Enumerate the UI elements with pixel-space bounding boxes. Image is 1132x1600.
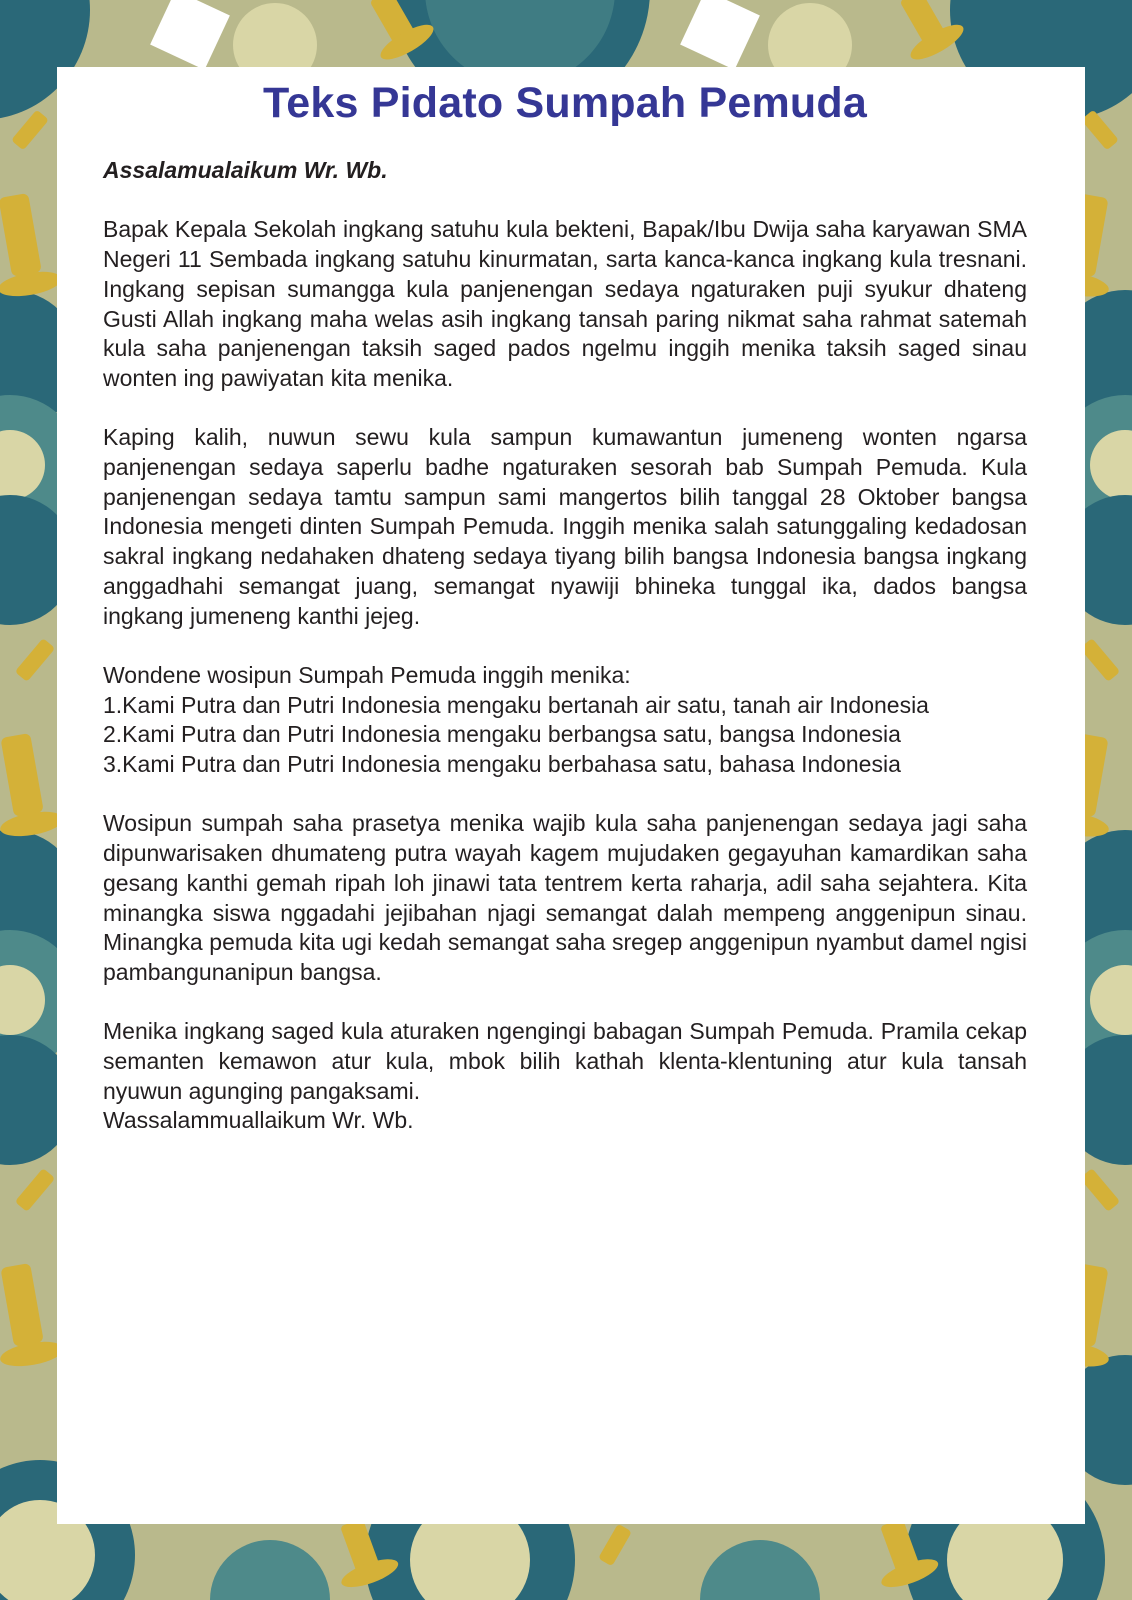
oath-item: 2.Kami Putra dan Putri Indonesia mengaku berbangsa satu, bangsa Indonesia <box>103 721 901 748</box>
oath-item: 1.Kami Putra dan Putri Indonesia mengaku bertanah air satu, tanah air Indonesia <box>103 691 929 718</box>
oath-intro: Wondene wosipun Sumpah Pemuda inggih menika: <box>103 661 631 688</box>
closing-block <box>103 1017 1027 1136</box>
farewell: Wassalammuallaikum Wr. Wb. <box>103 1107 414 1134</box>
oath-list <box>103 661 1027 780</box>
oath-item: 3.Kami Putra dan Putri Indonesia mengaku berbahasa satu, bahasa Indonesia <box>103 751 901 778</box>
paragraph-sumpah-pemuda: Kaping kalih, nuwun sewu kula sampun kumawantun jumeneng wonten ngarsa panjenengan sedaya saperlu badhe ngaturaken sesorah bab Sumpah Pemuda. Kula panjenengan sedaya tamtu sampun sami mangertos bilih tanggal 28 Oktober bangsa Indonesia mengeti dinten Sumpah Pemuda. Inggih menika salah satunggaling kedadosan sakral ingkang nedahaken dhateng sedaya tiyang bilih bangsa Indonesia bangsa ingkang anggadhahi semangat juang, semangat nyawiji bhineka tunggal ika, dados bangsa ingkang jumeneng kanthi jejeg. <box>103 424 1027 629</box>
speech-page <box>57 67 1085 1524</box>
greeting: Assalamualaikum Wr. Wb. <box>103 157 388 183</box>
page-title: Teks Pidato Sumpah Pemuda <box>263 79 867 127</box>
closing-paragraph: Menika ingkang saged kula aturaken ngengingi babagan Sumpah Pemuda. Pramila cekap semanten kemawon atur kula, mbok bilih kathah klenta-klentuning atur kula tansah nyuwun agunging pangaksami. <box>103 1018 1027 1104</box>
paragraph-opening: Bapak Kepala Sekolah ingkang satuhu kula bekteni, Bapak/Ibu Dwija saha karyawan SMA Negeri 11 Sembada ingkang satuhu kinurmatan, sarta kanca-kanca ingkang kula tresnani. Ingkang sepisan sumangga kula panjenengan sedaya ngaturaken puji syukur dhateng Gusti Allah ingkang maha welas asih ingkang tansah paring nikmat saha rahmat satemah kula saha panjenengan taksih saged pados ngelmu inggih menika taksih saged sinau wonten ing pawiyatan kita menika. <box>103 216 1027 391</box>
paragraph-after-oath: Wosipun sumpah saha prasetya menika wajib kula saha panjenengan sedaya jagi saha dipunwarisaken dhumateng putra wayah kagem mujudaken gegayuhan kamardikan saha gesang kanthi gemah ripah loh jinawi tata tentrem kerta raharja, adil saha sejahtera. Kita minangka siswa nggadahi jejibahan njagi semangat dalah mempeng anggenipun sinau. Minangka pemuda kita ugi kedah semangat saha sregep anggenipun nyambut damel ngisi pambangunanipun bangsa. <box>103 810 1027 985</box>
